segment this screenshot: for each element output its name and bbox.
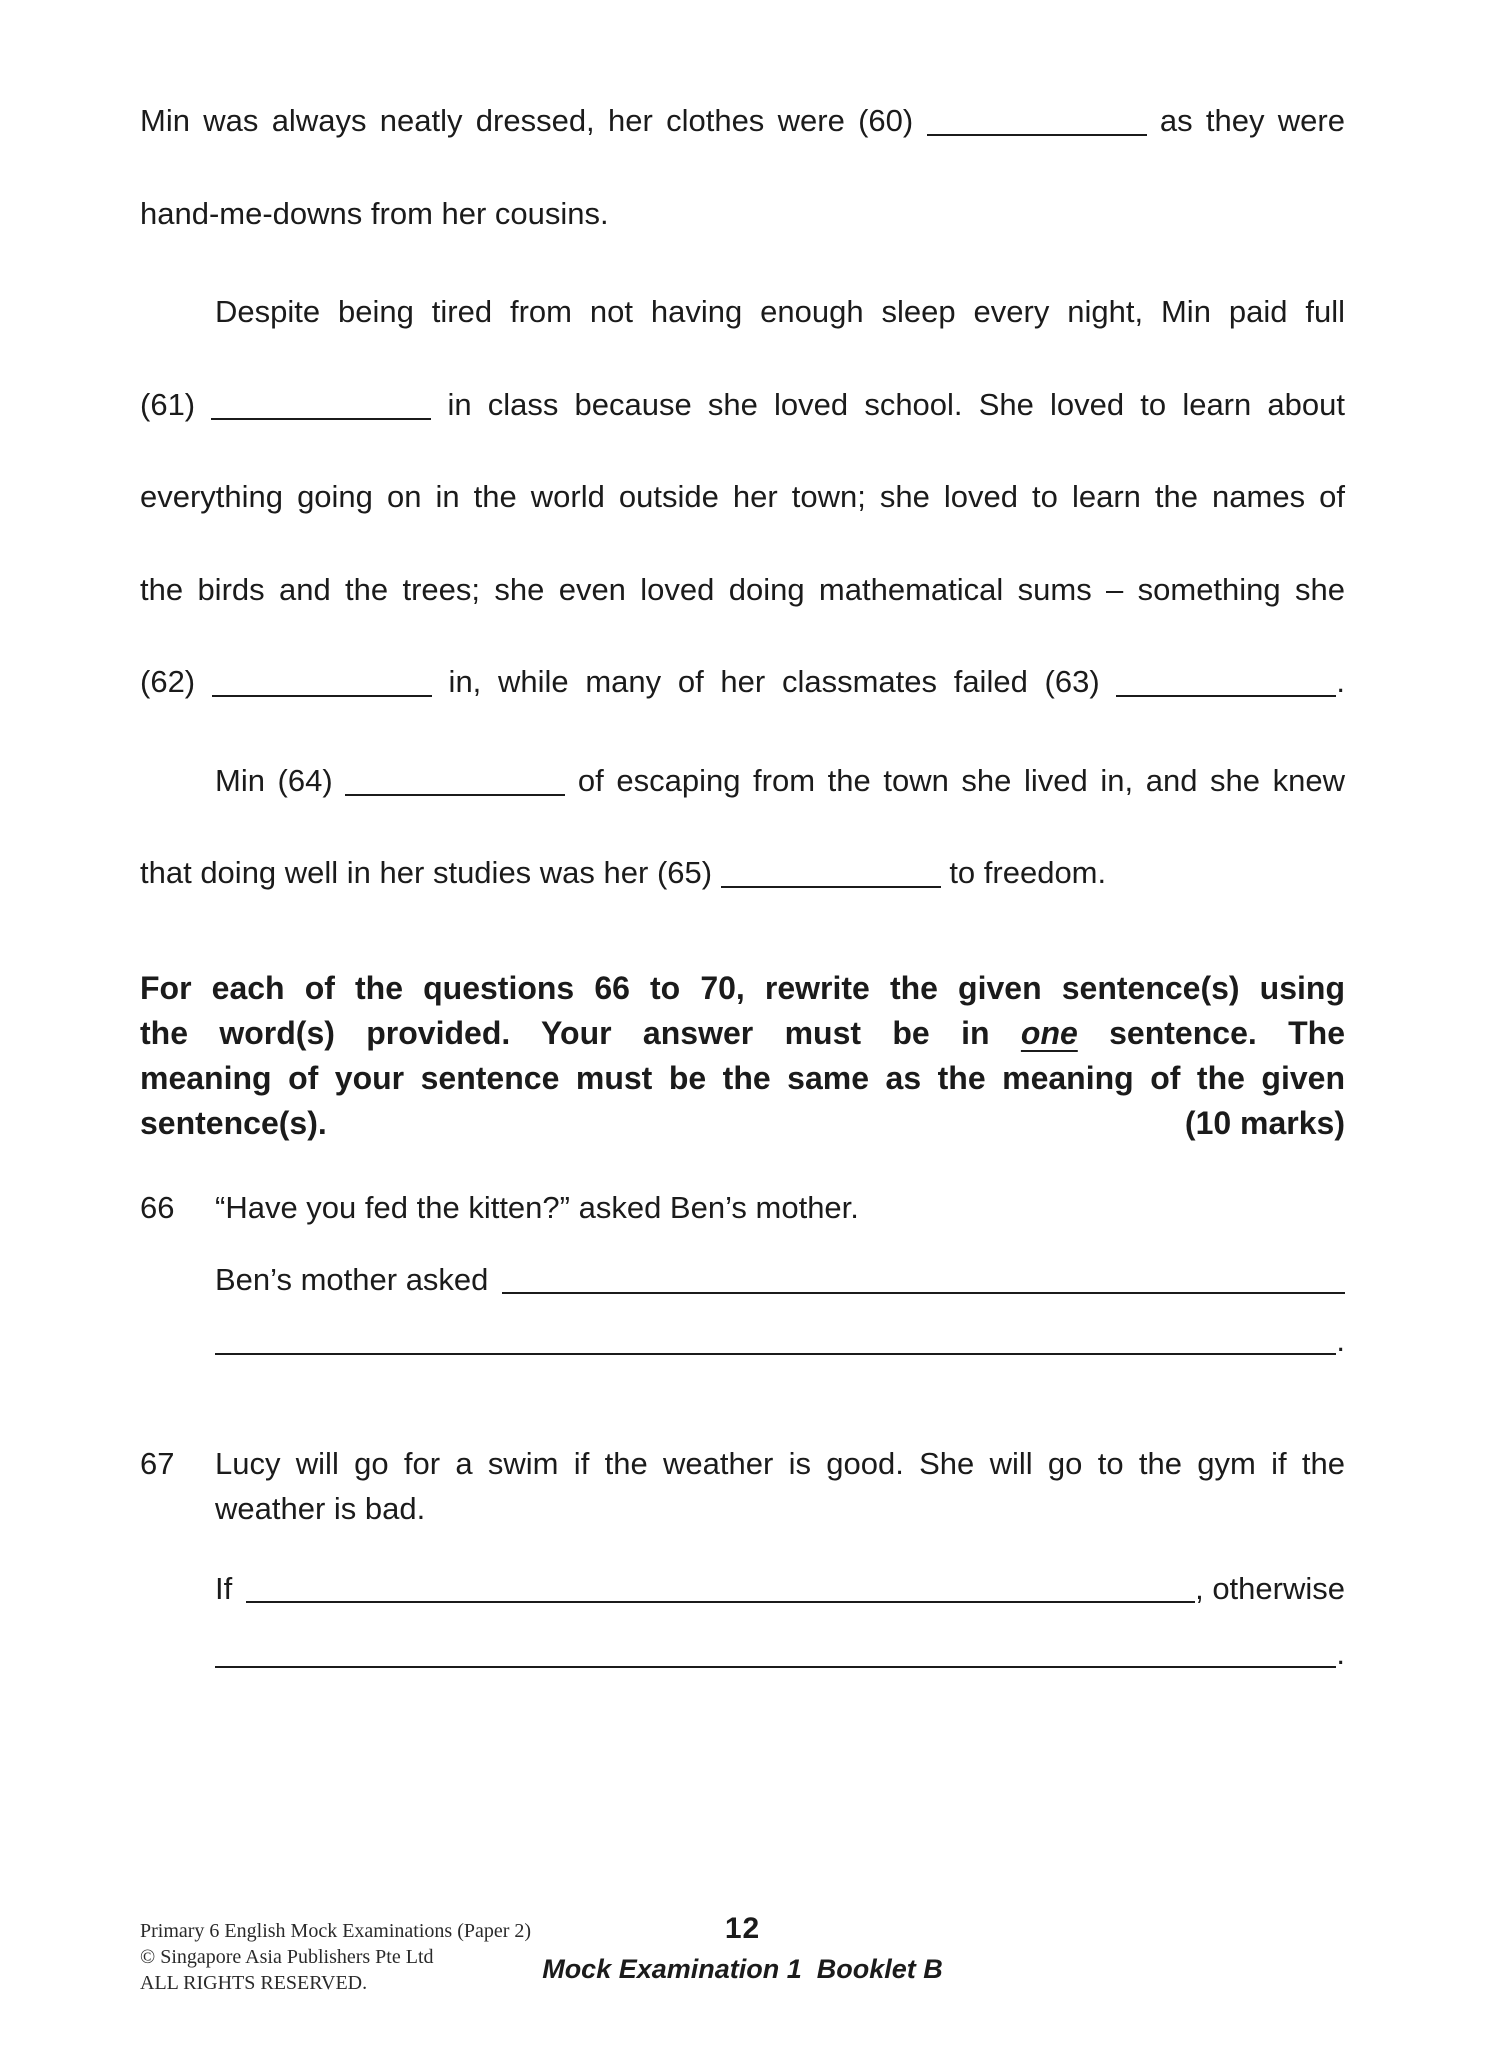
emphasized-word: one [1020,1015,1078,1051]
answer-blank-65[interactable] [721,886,941,888]
answer-row [215,1260,1345,1300]
passage-line: that doing well in her studies was her (65) to freedom. [140,855,1107,890]
answer-line-67-1[interactable] [246,1601,1195,1603]
cloze-passage [140,75,1345,920]
passage-line: Min was always neatly dressed, her clothes were (60) as they were [140,103,1345,138]
answer-row [215,1634,1345,1674]
passage-line: hand-me-downs from her cousins. [140,195,609,231]
answer-prefix: Ben’s mother asked [215,1262,489,1297]
question-66 [140,1185,1345,1361]
passage-line: Min (64) of escaping from the town she lived in, and she knew [215,762,1346,798]
marks-label: (10 marks) [1184,1105,1345,1141]
answer-blank-63[interactable] [1116,695,1336,697]
question-text-line: weather is bad. [215,1491,426,1526]
answer-suffix: . [1336,1636,1345,1671]
answer-suffix: , otherwise [1195,1571,1345,1606]
booklet-title: Mock Examination 1 Booklet B [542,1954,943,1984]
answer-suffix: . [1336,1323,1345,1358]
answer-blank-60[interactable] [927,134,1147,136]
answer-blank-61[interactable] [211,418,431,420]
page-number: 12 [724,1912,761,1945]
instruction-line: meaning of your sentence must be the same as the meaning of the given [140,1060,1345,1096]
instruction-line [140,1101,1345,1146]
answer-row [215,1321,1345,1361]
passage-line: (62) in, while many of her classmates failed (63) . [140,664,1345,699]
passage-line: the birds and the trees; she even loved doing mathematical sums – something she [140,571,1345,607]
passage-line: Despite being tired from not having enough sleep every night, Min paid full [215,294,1345,329]
instruction-text: sentence(s). [140,1105,327,1141]
instruction-line: the word(s) provided. Your answer must be in one sentence. The [140,1015,1346,1051]
passage-line: everything going on in the world outside her town; she loved to learn the names of [140,479,1345,514]
question-number: 67 [140,1446,175,1481]
rewrite-instructions [140,966,1345,1146]
answer-blank-62[interactable] [212,695,432,697]
question-text-line: Lucy will go for a swim if the weather is good. She will go to the gym if the [215,1446,1345,1481]
question-67 [140,1441,1345,1674]
answer-line-66-1[interactable] [502,1292,1345,1294]
footer-imprint-line: Primary 6 English Mock Examinations (Paper 2) [140,1920,532,1942]
answer-prefix: If [215,1571,233,1606]
instruction-line: For each of the questions 66 to 70, rewrite the given sentence(s) using [140,970,1345,1006]
answer-line-67-2[interactable] [215,1666,1336,1668]
answer-line-66-2[interactable] [215,1353,1336,1355]
question-text-line: “Have you fed the kitten?” asked Ben’s mother. [215,1190,859,1225]
footer-imprint-line: © Singapore Asia Publishers Pte Ltd [140,1946,434,1968]
passage-line: (61) in class because she loved school. She loved to learn about [140,386,1345,422]
answer-row [215,1569,1345,1609]
question-number: 66 [140,1190,175,1225]
answer-blank-64[interactable] [345,794,565,796]
footer-imprint-line: ALL RIGHTS RESERVED. [140,1972,368,1994]
